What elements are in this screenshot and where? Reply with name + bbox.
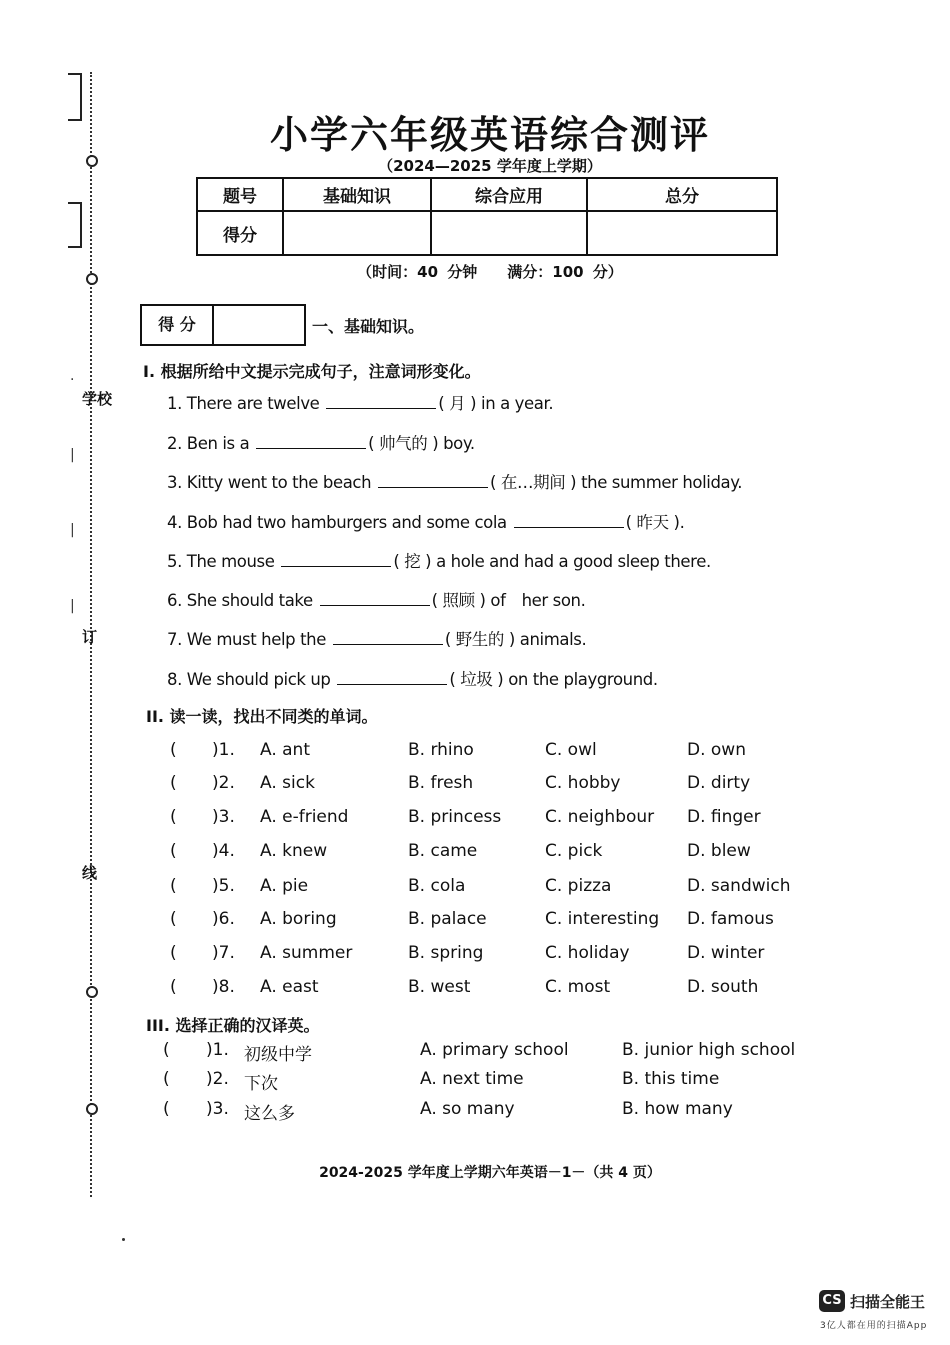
choice-option-a: A. knew	[260, 841, 328, 861]
translate-item-chinese: 初级中学	[244, 1045, 312, 1065]
translate-item-chinese: 下次	[244, 1074, 278, 1094]
choice-item-number: )8.	[212, 977, 235, 997]
part1-heading: I. 根据所给中文提示完成句子，注意词形变化。	[143, 362, 481, 381]
page-subtitle: （2024—2025 学年度上学期）	[378, 157, 602, 175]
fill-item-after: boy.	[443, 434, 475, 453]
choice-item-number: )7.	[212, 943, 235, 963]
score-cell-basic[interactable]	[283, 211, 431, 255]
choice-option-b: B. came	[408, 841, 478, 861]
score-header-basic: 基础知识	[283, 178, 431, 211]
translate-option-a: A. primary school	[420, 1040, 569, 1060]
fill-item-before: 7. We must help the	[167, 630, 326, 649]
choice-option-b: B. rhino	[408, 740, 474, 760]
choice-option-a: A. ant	[260, 740, 310, 760]
fill-blank[interactable]	[256, 434, 366, 449]
scan-speck	[122, 1238, 125, 1241]
fill-item-before: 3. Kitty went to the beach	[167, 473, 372, 492]
section-score-box	[140, 304, 306, 346]
fill-blank[interactable]	[281, 552, 391, 567]
translate-item-paren[interactable]: (	[163, 1040, 170, 1060]
score-header-total: 总分	[587, 178, 777, 211]
choice-item-number: )2.	[212, 773, 235, 793]
choice-option-a: A. boring	[260, 909, 337, 929]
fill-item-before: 1. There are twelve	[167, 394, 320, 413]
fill-item-before: 5. The mouse	[167, 552, 275, 571]
fill-item-hint: ( 月 )	[438, 394, 477, 413]
translate-item-number: )2.	[206, 1069, 229, 1089]
fill-blank[interactable]	[333, 630, 443, 645]
translate-item-chinese: 这么多	[244, 1104, 295, 1124]
choice-item-number: )6.	[212, 909, 235, 929]
choice-option-a: A. e-friend	[260, 807, 349, 827]
fill-item-after: animals.	[519, 630, 587, 649]
fill-item-after: the summer holiday.	[581, 473, 743, 492]
choice-item-paren[interactable]: (	[170, 740, 177, 760]
fill-item-hint: ( 在…期间 )	[490, 473, 577, 492]
translate-item-paren[interactable]: (	[163, 1069, 170, 1089]
translate-item-number: )3.	[206, 1099, 229, 1119]
part3-heading: III. 选择正确的汉译英。	[146, 1016, 320, 1035]
margin-mark: |	[70, 447, 75, 463]
watermark-brand: 扫描全能王	[850, 1293, 926, 1311]
section-title: 一、基础知识。	[312, 317, 425, 336]
choice-item-paren[interactable]: (	[170, 773, 177, 793]
choice-option-b: B. west	[408, 977, 471, 997]
fill-item	[167, 430, 475, 454]
fill-item-before: 2. Ben is a	[167, 434, 250, 453]
score-cell-applied[interactable]	[431, 211, 587, 255]
fill-item-before: 6. She should take	[167, 591, 313, 610]
choice-item-number: )1.	[212, 740, 235, 760]
fill-item-before: 8. We should pick up	[167, 670, 331, 689]
choice-option-d: D. sandwich	[687, 876, 791, 896]
fill-item-after: on the playground.	[508, 670, 658, 689]
fill-blank[interactable]	[514, 513, 624, 528]
score-header-num: 题号	[197, 178, 283, 211]
score-cell-total[interactable]	[587, 211, 777, 255]
choice-item-number: )4.	[212, 841, 235, 861]
fill-blank[interactable]	[326, 394, 436, 409]
choice-option-c: C. hobby	[545, 773, 621, 793]
fill-item-after: of her son.	[490, 591, 586, 610]
score-row-label: 得分	[197, 211, 283, 255]
fill-item	[167, 626, 586, 650]
binding-label-ding: 订	[82, 628, 98, 646]
translate-option-b: B. junior high school	[622, 1040, 796, 1060]
score-header-applied: 综合应用	[431, 178, 587, 211]
fill-item-hint: ( 垃圾 )	[449, 670, 504, 689]
choice-option-a: A. summer	[260, 943, 353, 963]
choice-option-d: D. dirty	[687, 773, 751, 793]
translate-option-b: B. how many	[622, 1099, 733, 1119]
choice-item-number: )3.	[212, 807, 235, 827]
time-info: （时间：40 分钟 满分：100 分）	[357, 263, 623, 281]
page-title: 小学六年级英语综合测评	[269, 112, 710, 157]
choice-option-c: C. owl	[545, 740, 597, 760]
binding-ring	[86, 986, 98, 998]
binding-ring	[86, 1103, 98, 1115]
fill-item	[167, 390, 553, 414]
binding-label-school: 学校	[82, 390, 113, 408]
fill-item-hint: ( 昨天 )	[625, 513, 680, 532]
choice-option-d: D. own	[687, 740, 746, 760]
choice-option-c: C. pick	[545, 841, 603, 861]
choice-option-b: B. spring	[408, 943, 484, 963]
choice-option-d: D. famous	[687, 909, 774, 929]
translate-item-number: )1.	[206, 1040, 229, 1060]
margin-mark: |	[70, 598, 75, 614]
binding-label-line: 线	[82, 864, 98, 882]
fill-item-after: a hole and had a good sleep there.	[436, 552, 711, 571]
choice-option-a: A. sick	[260, 773, 315, 793]
choice-option-c: C. most	[545, 977, 611, 997]
score-table	[196, 177, 778, 256]
translate-item-paren[interactable]: (	[163, 1099, 170, 1119]
fill-item	[167, 509, 684, 533]
choice-option-b: B. palace	[408, 909, 487, 929]
margin-mark: ·	[70, 372, 75, 388]
margin-mark: |	[70, 522, 75, 538]
choice-option-d: D. finger	[687, 807, 761, 827]
fill-item	[167, 469, 742, 493]
choice-option-c: C. interesting	[545, 909, 660, 929]
choice-item-paren[interactable]: (	[170, 909, 177, 929]
fill-blank[interactable]	[337, 670, 447, 685]
fill-item	[167, 666, 658, 690]
choice-option-b: B. princess	[408, 807, 502, 827]
fill-item-hint: ( 野生的 )	[444, 630, 515, 649]
choice-item-paren[interactable]: (	[170, 977, 177, 997]
cs-logo-icon: CS	[819, 1290, 845, 1312]
watermark-tagline: 3亿人都在用的扫描App	[820, 1321, 928, 1331]
fill-item-hint: ( 挖 )	[393, 552, 432, 571]
fill-item-before: 4. Bob had two hamburgers and some cola	[167, 513, 507, 532]
translate-option-b: B. this time	[622, 1069, 720, 1089]
fill-item	[167, 587, 585, 611]
fill-blank[interactable]	[378, 473, 488, 488]
part2-heading: II. 读一读，找出不同类的单词。	[146, 707, 378, 726]
fill-item-hint: ( 照顾 )	[431, 591, 486, 610]
choice-option-b: B. fresh	[408, 773, 474, 793]
choice-option-d: D. winter	[687, 943, 765, 963]
choice-item-paren[interactable]: (	[170, 807, 177, 827]
binding-bracket	[68, 202, 82, 248]
choice-option-d: D. blew	[687, 841, 751, 861]
fill-item-after: in a year.	[481, 394, 554, 413]
choice-item-paren[interactable]: (	[170, 841, 177, 861]
choice-option-a: A. pie	[260, 876, 309, 896]
translate-option-a: A. so many	[420, 1099, 515, 1119]
fill-blank[interactable]	[320, 591, 430, 606]
page-footer: 2024-2025 学年度上学期六年英语－1－（共 4 页）	[319, 1165, 661, 1181]
choice-option-a: A. east	[260, 977, 319, 997]
fill-item-after: .	[679, 513, 685, 532]
choice-option-b: B. cola	[408, 876, 466, 896]
choice-option-d: D. south	[687, 977, 759, 997]
fill-item-hint: ( 帅气的 )	[368, 434, 439, 453]
translate-option-a: A. next time	[420, 1069, 524, 1089]
choice-option-c: C. holiday	[545, 943, 630, 963]
choice-item-paren[interactable]: (	[170, 943, 177, 963]
choice-option-c: C. pizza	[545, 876, 612, 896]
choice-item-paren[interactable]: (	[170, 876, 177, 896]
choice-option-c: C. neighbour	[545, 807, 655, 827]
fill-item	[167, 548, 711, 572]
section-score-label: 得 分	[142, 306, 214, 344]
choice-item-number: )5.	[212, 876, 235, 896]
